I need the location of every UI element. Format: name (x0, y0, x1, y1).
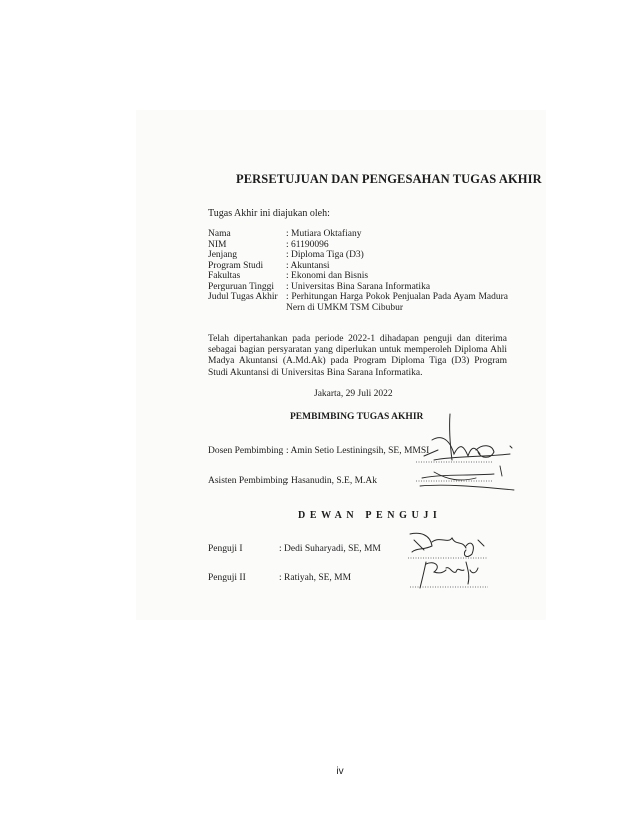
field-value: : Ekonomi dan Bisnis (286, 271, 369, 281)
examiner-1-label: Penguji I (208, 544, 243, 554)
student-info-table (208, 229, 508, 313)
field-row-nama (208, 229, 508, 240)
field-row-judul (208, 292, 508, 313)
signature-examiner-1 (404, 526, 496, 562)
field-value: : Perhitungan Harga Pokok Penjualan Pada Ayam Madura Nern di UMKM TSM Cibubur (286, 292, 508, 313)
signature-supervisor (414, 410, 524, 470)
document-title: PERSETUJUAN DAN PENGESAHAN TUGAS AKHIR (236, 172, 542, 186)
signature-examiner-2 (410, 558, 494, 592)
field-value: : Diploma Tiga (D3) (286, 250, 364, 260)
field-label: Jenjang (208, 250, 238, 260)
supervisor-label: Dosen Pembimbing (208, 446, 284, 456)
place-date: Jakarta, 29 Juli 2022 (314, 389, 393, 399)
field-value: : 61190096 (286, 239, 329, 250)
examiner-1-name: : Dedi Suharyadi, SE, MM (279, 544, 381, 554)
approval-paragraph: Telah dipertahankan pada periode 2022-1 dihadapan penguji dan diterima sebagai bagian persyaratan yang diperlukan untuk memperoleh Diploma Ahli Madya Akuntansi (A.Md.Ak) pada Program Diploma Tiga (D3) Program Studi Akuntansi di Universitas Bina Sarana Informatika. (208, 334, 507, 378)
field-value: : Universitas Bina Sarana Informatika (286, 281, 431, 292)
intro-text: Tugas Akhir ini diajukan oleh: (208, 208, 330, 219)
supervisor-section-title: PEMBIMBING TUGAS AKHIR (290, 412, 424, 422)
field-value: : Akuntansi (286, 260, 330, 271)
page-number: iv (336, 766, 344, 777)
field-value: : Mutiara Oktafiany (286, 229, 362, 239)
field-label: Perguruan Tinggi (208, 281, 275, 292)
field-label: NIM (208, 239, 227, 250)
field-label: Judul Tugas Akhir (208, 292, 278, 302)
field-row-jenjang (208, 250, 508, 261)
field-row-fakultas (208, 271, 508, 282)
examiner-2-name: : Ratiyah, SE, MM (279, 573, 352, 583)
signature-assistant-supervisor (414, 464, 518, 500)
assistant-supervisor-name: : Hasanudin, S.E, M.Ak (286, 476, 378, 486)
field-label: Fakultas (208, 271, 241, 281)
examiner-section-title: DEWAN PENGUJI (298, 510, 442, 521)
examiner-2-label: Penguji II (208, 573, 246, 583)
supervisor-name: : Amin Setio Lestiningsih, SE, MMSI (286, 446, 430, 456)
field-row-nim (208, 240, 508, 251)
assistant-supervisor-label: Asisten Pembimbing (208, 476, 288, 486)
field-label: Nama (208, 229, 231, 239)
field-row-program-studi (208, 261, 508, 272)
field-label: Program Studi (208, 260, 264, 271)
field-row-perguruan-tinggi (208, 282, 508, 293)
